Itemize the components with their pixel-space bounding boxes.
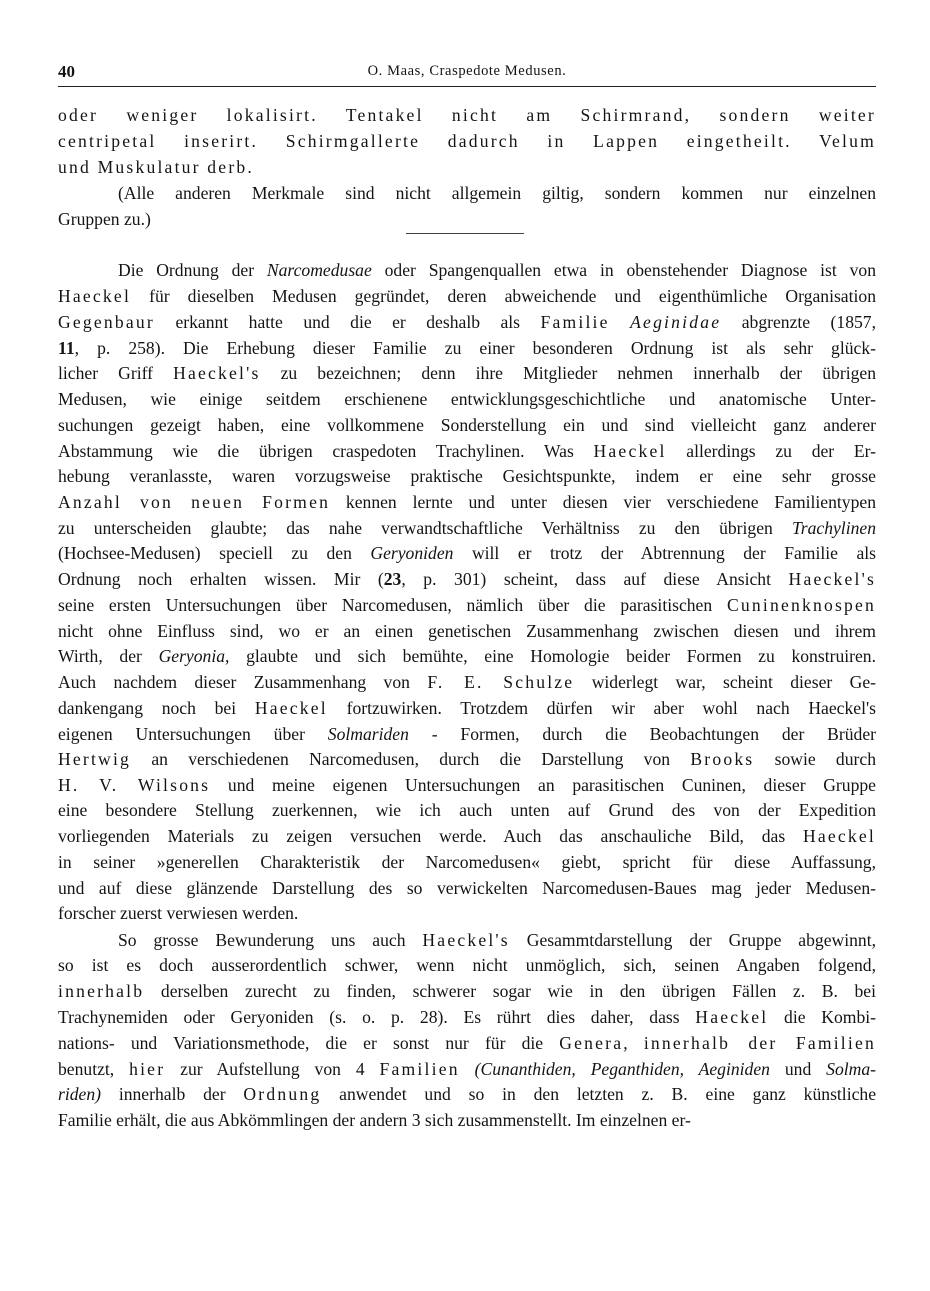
text-line bbox=[58, 953, 876, 977]
text-run: und auf diese glänzende Darstellung des so verwickelten Narcomedusen-Baues mag jeder Medusen- bbox=[58, 878, 876, 898]
text-line bbox=[58, 413, 876, 437]
text-run: forscher zuerst verwiesen werden. bbox=[58, 903, 299, 923]
section-separator-rule bbox=[406, 233, 524, 234]
text-run: Anzahl von neuen Formen bbox=[58, 492, 331, 512]
text-line bbox=[58, 1108, 876, 1132]
text-run: an verschiedenen Narcomedusen, durch die Darstellung von bbox=[131, 749, 691, 769]
text-run: abgrenzte (1857, bbox=[721, 312, 876, 332]
text-run: Haeckel bbox=[254, 698, 328, 718]
text-run: oder Spangenquallen etwa in obenstehender Diagnose ist von bbox=[371, 260, 876, 280]
text-run bbox=[460, 1059, 475, 1079]
text-run: Gesammtdarstellung der Gruppe abgewinnt, bbox=[509, 930, 876, 950]
text-line bbox=[58, 670, 876, 694]
text-line bbox=[58, 361, 876, 385]
text-run: die Kombi- bbox=[768, 1007, 876, 1027]
text-run: Auch nachdem dieser Zusammenhang von bbox=[58, 672, 428, 692]
text-run: Geryoniden bbox=[370, 543, 454, 563]
text-run: glaubte und sich bemühte, eine Homologie beider Formen zu konstruiren. bbox=[229, 646, 876, 666]
text-run: Genera bbox=[559, 1033, 624, 1053]
text-run: Ordnung noch erhalten wissen. Mir ( bbox=[58, 569, 384, 589]
text-run: und meine eigenen Untersuchungen an parasitischen Cuninen, dieser Gruppe bbox=[210, 775, 876, 795]
text-run: Haeckel's bbox=[422, 930, 510, 950]
text-line bbox=[58, 824, 876, 848]
text-run: (Hochsee-Medusen) speciell zu den bbox=[58, 543, 371, 563]
text-line bbox=[58, 439, 876, 463]
text-run: Cuninenknospen bbox=[726, 595, 876, 615]
text-line bbox=[58, 876, 876, 900]
text-run: Aeginidae bbox=[630, 312, 722, 332]
text-run: - Formen, durch die Beobachtungen der Brüder bbox=[408, 724, 876, 744]
text-run: Narcomedusae bbox=[266, 260, 372, 280]
text-line bbox=[58, 850, 876, 874]
text-run bbox=[610, 312, 630, 332]
text-run: riden) bbox=[58, 1084, 101, 1104]
text-line bbox=[58, 901, 876, 925]
text-run: so ist es doch ausserordentlich schwer, wenn nicht unmöglich, sich, seinen Angaben folgend, bbox=[58, 955, 876, 975]
text-line bbox=[58, 129, 876, 153]
text-run: innerhalb der bbox=[101, 1084, 244, 1104]
text-run: hebung veranlasste, waren vorzugsweise praktische Gesichtspunkte, indem er eine sehr grosse bbox=[58, 466, 876, 486]
text-run: nicht ohne Einfluss sind, wo er an einen genetischen Zusammenhang zwischen diesen und ihrem bbox=[58, 621, 876, 641]
text-run: zu unterscheiden glaubte; das nahe verwandtschaftliche Verhältniss zu den übrigen bbox=[58, 518, 792, 538]
text-line bbox=[58, 798, 876, 822]
text-run: Ordnung bbox=[243, 1084, 322, 1104]
text-run: Gegenbaur bbox=[58, 312, 155, 332]
text-run: (Cunanthiden, Peganthiden, Aeginiden bbox=[474, 1059, 770, 1079]
page-number: 40 bbox=[58, 62, 75, 81]
text-run: Hertwig bbox=[58, 749, 132, 769]
text-run: vorliegenden Materials zu zeigen versuchen werde. Auch das anschauliche Bild, das bbox=[58, 826, 803, 846]
text-line bbox=[58, 644, 876, 668]
text-run: Haeckel bbox=[802, 826, 876, 846]
text-line bbox=[58, 619, 876, 643]
text-run: innerhalb der Familien bbox=[643, 1033, 876, 1053]
text-line bbox=[58, 155, 876, 179]
text-run: Medusen, wie einige seitdem erschienene entwicklungsgeschichtliche und anatomische Unter- bbox=[58, 389, 876, 409]
text-run: dankengang noch bei bbox=[58, 698, 255, 718]
text-line bbox=[58, 1082, 876, 1106]
text-line bbox=[58, 541, 876, 565]
text-run: Solmariden bbox=[327, 724, 409, 744]
text-run: So grosse Bewunderung uns auch bbox=[118, 930, 423, 950]
text-run: seine ersten Untersuchungen über Narcomedusen, nämlich über die parasitischen bbox=[58, 595, 727, 615]
text-run: hier bbox=[129, 1059, 166, 1079]
text-run: Haeckel bbox=[58, 286, 132, 306]
text-line bbox=[58, 773, 876, 797]
text-run: Brooks bbox=[690, 749, 755, 769]
text-run: F. E. Schulze bbox=[427, 672, 575, 692]
text-run: innerhalb bbox=[58, 981, 145, 1001]
text-run: erkannt hatte und die er deshalb als bbox=[154, 312, 541, 332]
text-run: licher Griff bbox=[58, 363, 174, 383]
text-run: zur Aufstellung von 4 bbox=[165, 1059, 380, 1079]
text-run: Die Ordnung der bbox=[118, 260, 267, 280]
running-header bbox=[58, 62, 876, 84]
text-run: Familie erhält, die aus Abkömmlingen der andern 3 sich zusammenstellt. Im einzelnen er- bbox=[58, 1110, 691, 1130]
text-run: fortzuwirken. Trotzdem dürfen wir aber wohl nach Haeckel's bbox=[327, 698, 876, 718]
text-line bbox=[58, 696, 876, 720]
text-line bbox=[58, 464, 876, 488]
text-line bbox=[58, 979, 876, 1003]
text-line bbox=[118, 181, 876, 205]
text-line bbox=[58, 207, 876, 231]
text-line bbox=[58, 516, 876, 540]
text-run: und Muskulatur derb. bbox=[58, 157, 254, 177]
text-line bbox=[58, 722, 876, 746]
text-run: allerdings zu der Er- bbox=[666, 441, 876, 461]
text-run: benutzt, bbox=[58, 1059, 130, 1079]
text-run: und bbox=[769, 1059, 827, 1079]
text-run: , p. 258). Die Erhebung dieser Familie zu einer besonderen Ordnung ist als sehr glück- bbox=[74, 338, 876, 358]
text-run: sowie durch bbox=[754, 749, 876, 769]
text-run: Haeckel bbox=[593, 441, 667, 461]
text-run: Familie bbox=[540, 312, 610, 332]
text-run: eine besondere Stellung zuerkennen, wie ich auch unten auf Grund des von der Expedition bbox=[58, 800, 876, 820]
text-run: eigenen Untersuchungen über bbox=[58, 724, 328, 744]
text-line bbox=[58, 336, 876, 360]
text-run: Gruppen zu.) bbox=[58, 209, 151, 229]
text-run: Wirth, der bbox=[58, 646, 159, 666]
text-run: Familien bbox=[379, 1059, 460, 1079]
text-run: H. V. Wilsons bbox=[58, 775, 211, 795]
text-run: oder weniger lokalisirt. Tentakel nicht am Schirmrand, sondern weiter bbox=[58, 105, 876, 125]
text-line bbox=[58, 1057, 876, 1081]
text-line bbox=[58, 103, 876, 127]
text-line bbox=[58, 490, 876, 514]
text-run: 11 bbox=[58, 338, 75, 358]
text-run: Abstammung wie die übrigen craspedoten Trachylinen. Was bbox=[58, 441, 594, 461]
text-run: anwendet und so in den letzten z. B. eine ganz künstliche bbox=[321, 1084, 876, 1104]
text-run: Trachylinen bbox=[791, 518, 876, 538]
running-head-title: O. Maas, Craspedote Medusen. bbox=[367, 63, 567, 79]
text-run: suchungen gezeigt haben, eine vollkommene Sonderstellung ein und sind vielleicht ganz anderer bbox=[58, 415, 876, 435]
text-run: derselben zurecht zu finden, schwerer sogar wie in den übrigen Fällen z. B. bei bbox=[144, 981, 876, 1001]
text-run: , p. 301) scheint, dass auf diese Ansicht bbox=[401, 569, 789, 589]
text-run: kennen lernte und unter diesen vier verschiedene Familientypen bbox=[330, 492, 876, 512]
text-run: Haeckel's bbox=[173, 363, 261, 383]
text-line bbox=[58, 284, 876, 308]
text-run: nations- und Variationsmethode, die er sonst nur für die bbox=[58, 1033, 560, 1053]
text-line bbox=[58, 387, 876, 411]
text-run: centripetal inserirt. Schirmgallerte dadurch in Lappen eingetheilt. Velum bbox=[58, 131, 876, 151]
text-run: will er trotz der Abtrennung der Familie als bbox=[453, 543, 876, 563]
text-run: widerlegt war, scheint dieser Ge- bbox=[574, 672, 876, 692]
text-line bbox=[58, 747, 876, 771]
text-run: Solma- bbox=[826, 1059, 876, 1079]
text-line bbox=[58, 1031, 876, 1055]
text-run: zu bezeichnen; denn ihre Mitglieder nehmen innerhalb der übrigen bbox=[260, 363, 876, 383]
text-run: für dieselben Medusen gegründet, deren abweichende und eigenthümliche Organisation bbox=[131, 286, 876, 306]
text-run: Haeckel bbox=[695, 1007, 769, 1027]
header-rule bbox=[58, 86, 876, 87]
text-line bbox=[58, 1005, 876, 1029]
text-run: (Alle anderen Merkmale sind nicht allgemein giltig, sondern kommen nur einzelnen bbox=[118, 183, 876, 203]
text-line bbox=[58, 310, 876, 334]
text-run: Trachynemiden oder Geryoniden (s. o. p. 28). Es rührt dies daher, dass bbox=[58, 1007, 696, 1027]
text-run: 23 bbox=[383, 569, 402, 589]
text-run: , bbox=[623, 1033, 644, 1053]
text-run: Geryonia, bbox=[158, 646, 230, 666]
text-line bbox=[118, 258, 876, 282]
text-line bbox=[58, 567, 876, 591]
text-line bbox=[118, 928, 876, 952]
text-run: in seiner »generellen Charakteristik der Narcomedusen« giebt, spricht für diese Auffassung, bbox=[58, 852, 876, 872]
text-line bbox=[58, 593, 876, 617]
text-run: Haeckel's bbox=[788, 569, 876, 589]
